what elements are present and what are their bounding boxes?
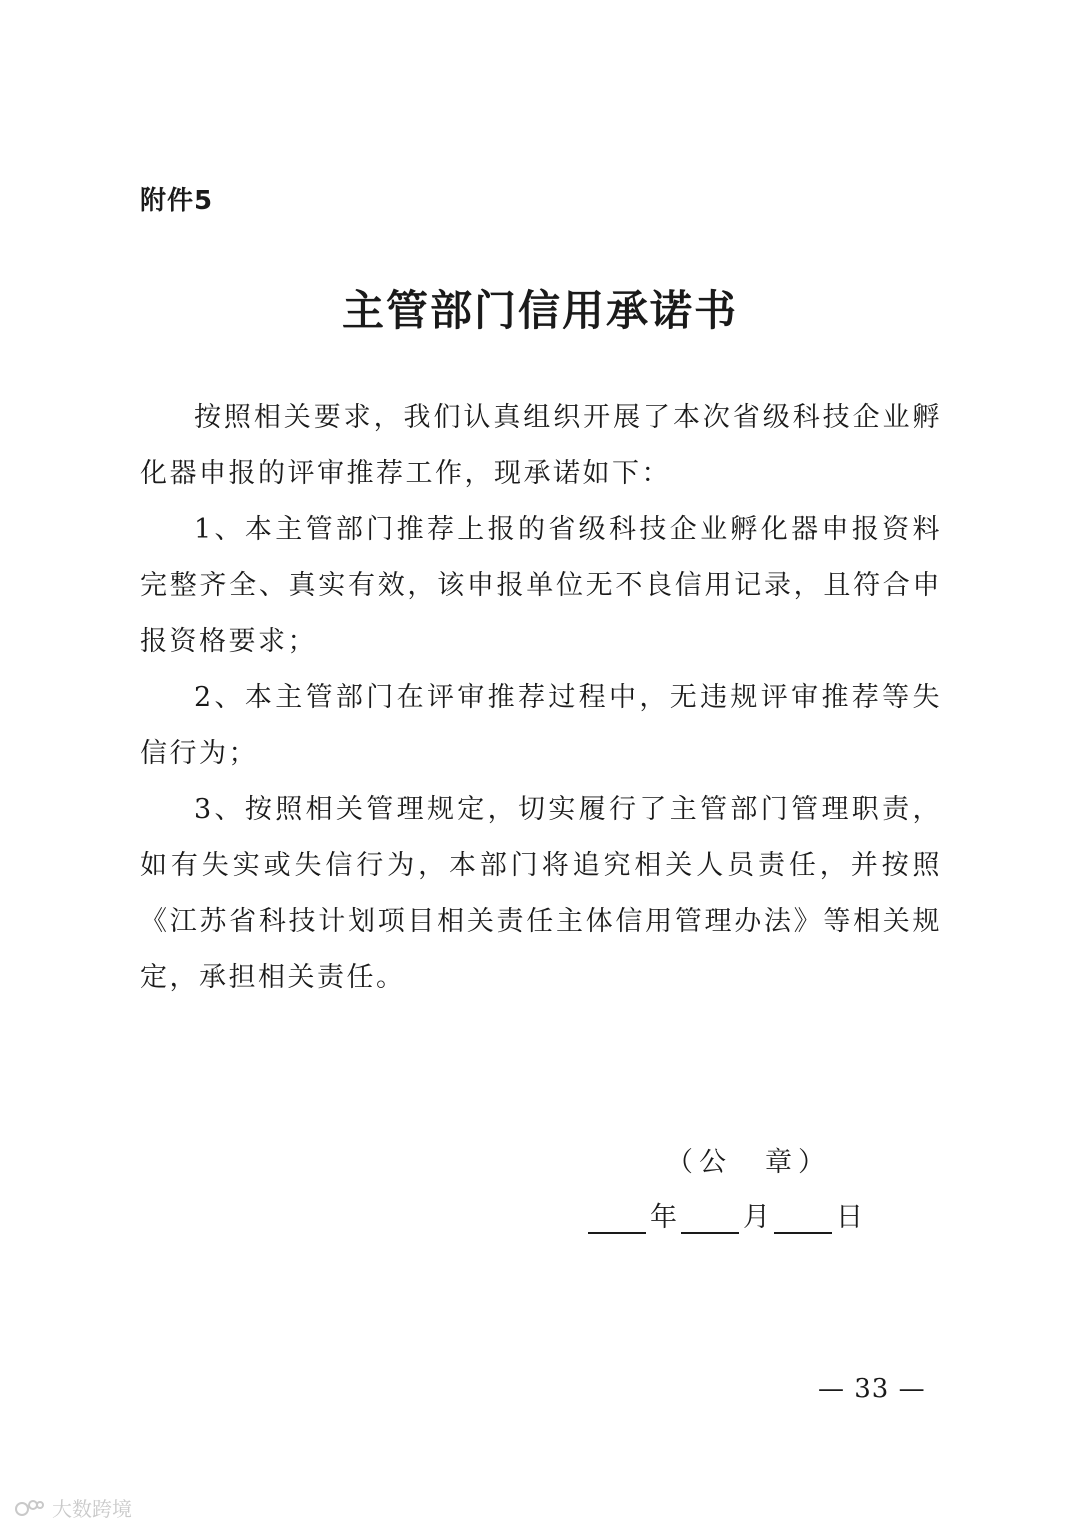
logo-icon xyxy=(14,1497,44,1519)
month-label: 月 xyxy=(743,1202,770,1233)
document-body xyxy=(140,390,942,1006)
day-label: 日 xyxy=(836,1202,863,1233)
commitment-item-3: 3、按照相关管理规定，切实履行了主管部门管理职责，如有失实或失信行为，本部门将追究相关人员责任，并按照《江苏省科技计划项目相关责任主体信用管理办法》等相关规定，承担相关责任。 xyxy=(140,794,942,993)
day-blank xyxy=(774,1204,832,1234)
year-label: 年 xyxy=(650,1202,677,1233)
date-line xyxy=(588,1195,863,1234)
page-title: 主管部门信用承诺书 xyxy=(341,286,738,335)
commitment-item-1: 1、本主管部门推荐上报的省级科技企业孵化器申报资料完整齐全、真实有效，该申报单位无不良信用记录，且符合申报资格要求； xyxy=(140,514,942,657)
intro-paragraph: 按照相关要求，我们认真组织开展了本次省级科技企业孵化器申报的评审推荐工作，现承诺如下： xyxy=(140,402,942,489)
official-seal-placeholder xyxy=(666,1140,831,1179)
seal-open-paren: （ xyxy=(666,1147,699,1178)
page-number: — 33 — xyxy=(818,1374,926,1404)
attachment-label: 附件5 xyxy=(140,186,214,216)
seal-close-paren: ） xyxy=(798,1147,831,1178)
watermark-text: 大数跨境 xyxy=(52,1497,132,1521)
month-blank xyxy=(681,1204,739,1234)
year-blank xyxy=(588,1204,646,1234)
commitment-item-2: 2、本主管部门在评审推荐过程中，无违规评审推荐等失信行为； xyxy=(140,682,942,769)
seal-label: 公 章 xyxy=(699,1147,798,1178)
watermark xyxy=(14,1493,132,1522)
